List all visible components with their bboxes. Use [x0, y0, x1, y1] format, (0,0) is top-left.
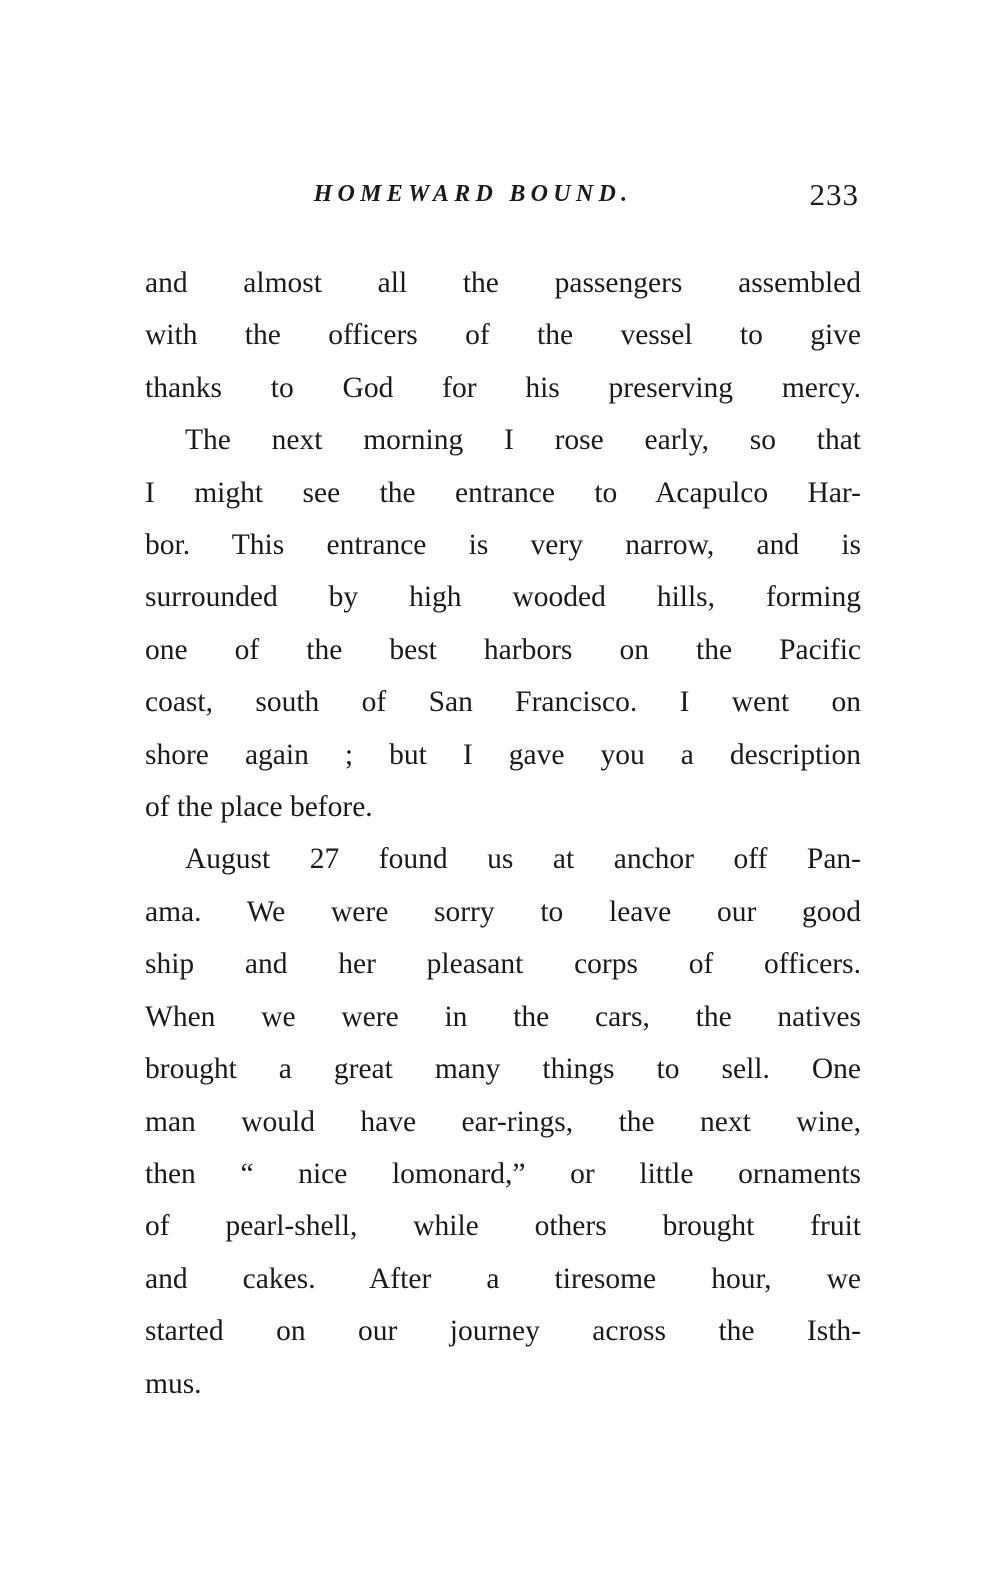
paragraph: [145, 257, 861, 414]
running-header-title: HOMEWARD BOUND.: [313, 181, 633, 207]
text-line: one of the best harbors on the Pacific: [145, 633, 861, 666]
paragraph: [145, 833, 861, 1409]
text-line: and almost all the passengers assembled: [145, 267, 861, 299]
text-line: and cakes. After a tiresome hour, we: [145, 1262, 861, 1295]
text-line: man would have ear-rings, the next wine,: [145, 1105, 861, 1138]
text-line: When we were in the cars, the natives: [145, 1000, 861, 1033]
text-line: of pearl-shell, while others brought fruit: [145, 1210, 861, 1243]
text-line: then “ nice lomonard,” or little ornaments: [145, 1157, 861, 1190]
text-line: brought a great many things to sell. One: [145, 1053, 861, 1086]
text-line: The next morning I rose early, so that: [185, 424, 861, 457]
paragraph: [145, 414, 861, 833]
text-line: started on our journey across the Isth-: [145, 1315, 861, 1348]
text-line: mus.: [145, 1367, 202, 1400]
text-line: thanks to God for his preserving mercy.: [145, 371, 861, 404]
text-line: coast, south of San Francisco. I went on: [145, 686, 861, 719]
text-line: shore again ; but I gave you a description: [145, 738, 861, 771]
text-line: with the officers of the vessel to give: [145, 319, 861, 352]
text-line: surrounded by high wooded hills, forming: [145, 581, 861, 614]
page-number: 233: [809, 177, 859, 212]
text-line: ship and her pleasant corps of officers.: [145, 948, 861, 981]
text-line: ama. We were sorry to leave our good: [145, 895, 861, 928]
page-content: [145, 0, 861, 1571]
text-line: I might see the entrance to Acapulco Har-: [145, 476, 861, 509]
page-body: [145, 257, 861, 1410]
text-line: August 27 found us at anchor off Pan-: [185, 843, 861, 876]
running-header: [145, 177, 861, 215]
text-line: bor. This entrance is very narrow, and is: [145, 529, 861, 562]
text-line: of the place before.: [145, 791, 373, 824]
